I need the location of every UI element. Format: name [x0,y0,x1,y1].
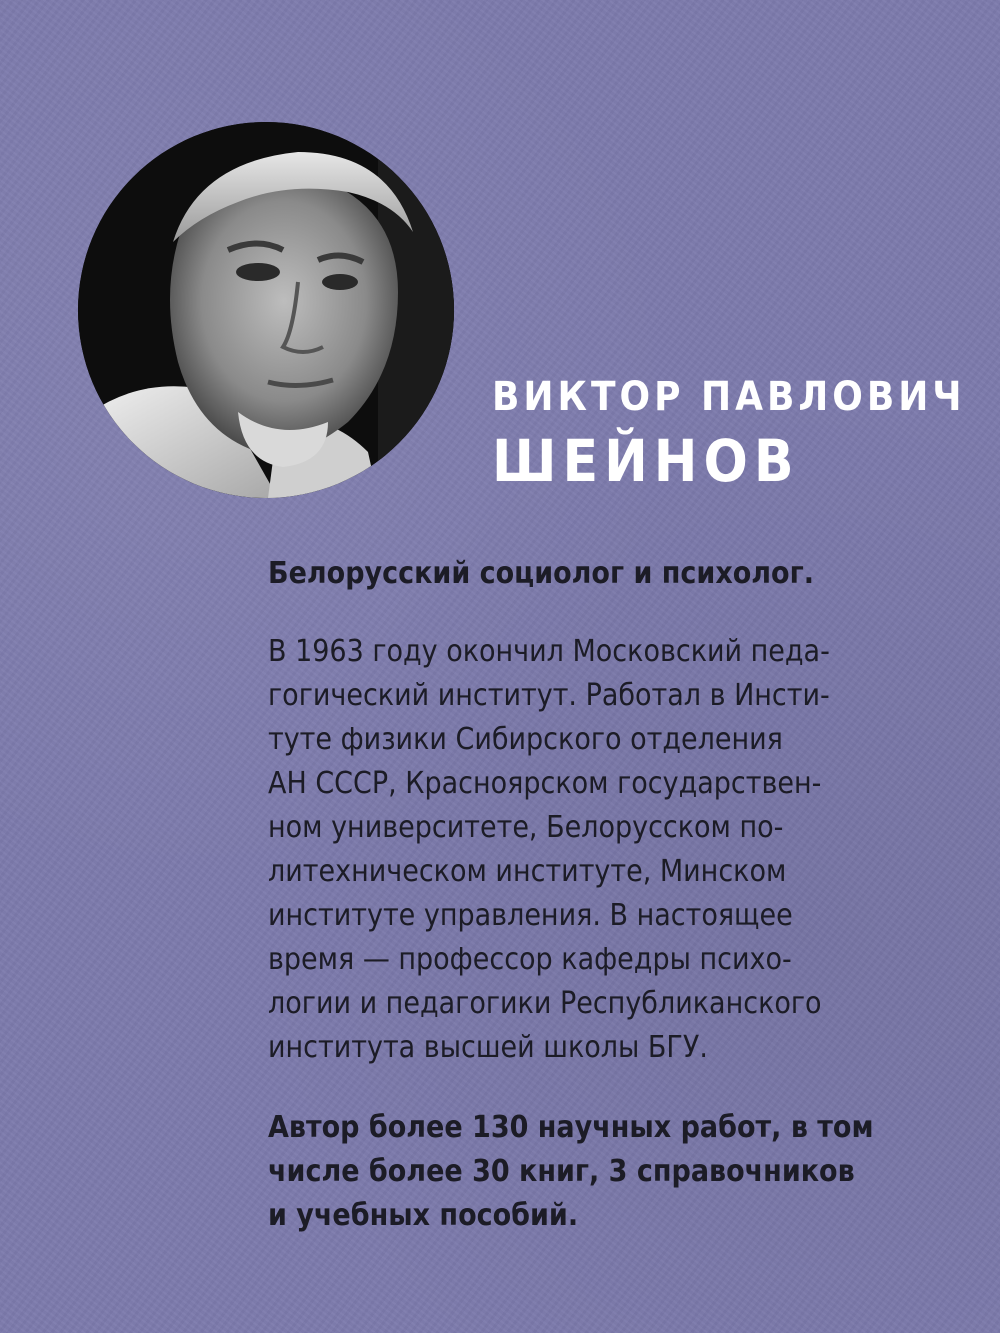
bio-main-line: АН СССР, Красноярском государствен- [268,766,822,801]
bio-main-line: литехническом институте, Минском [268,854,787,889]
author-name-block [492,372,965,496]
bio-lead: Белорусский социолог и психолог. [268,556,814,591]
author-last-name: ШЕЙНОВ [492,427,800,495]
bio-works-line: Автор более 130 научных работ, в том [268,1110,874,1145]
author-bio [268,552,958,1238]
bio-works-line: числе более 30 книг, 3 справочников [268,1154,855,1189]
author-first-names: ВИКТОР ПАВЛОВИЧ [492,374,966,420]
bio-main-line: В 1963 году окончил Московский педа- [268,634,830,669]
bio-main-line: туте физики Сибирского отделения [268,722,783,757]
bio-main-line: института высшей школы БГУ. [268,1030,708,1065]
bio-main-line: институте управления. В настоящее [268,898,793,933]
bio-main-line: логии и педагогики Республиканского [268,986,822,1021]
bio-main-line: гогический институт. Работал в Инсти- [268,678,830,713]
bio-works-line: и учебных пособий. [268,1198,579,1233]
bio-main-line: ном университете, Белорусском по- [268,810,784,845]
bio-main-paragraph [268,630,958,1070]
bio-main-line: время — профессор кафедры психо- [268,942,792,977]
author-portrait-photo [78,122,454,498]
bio-works-paragraph [268,1106,958,1238]
